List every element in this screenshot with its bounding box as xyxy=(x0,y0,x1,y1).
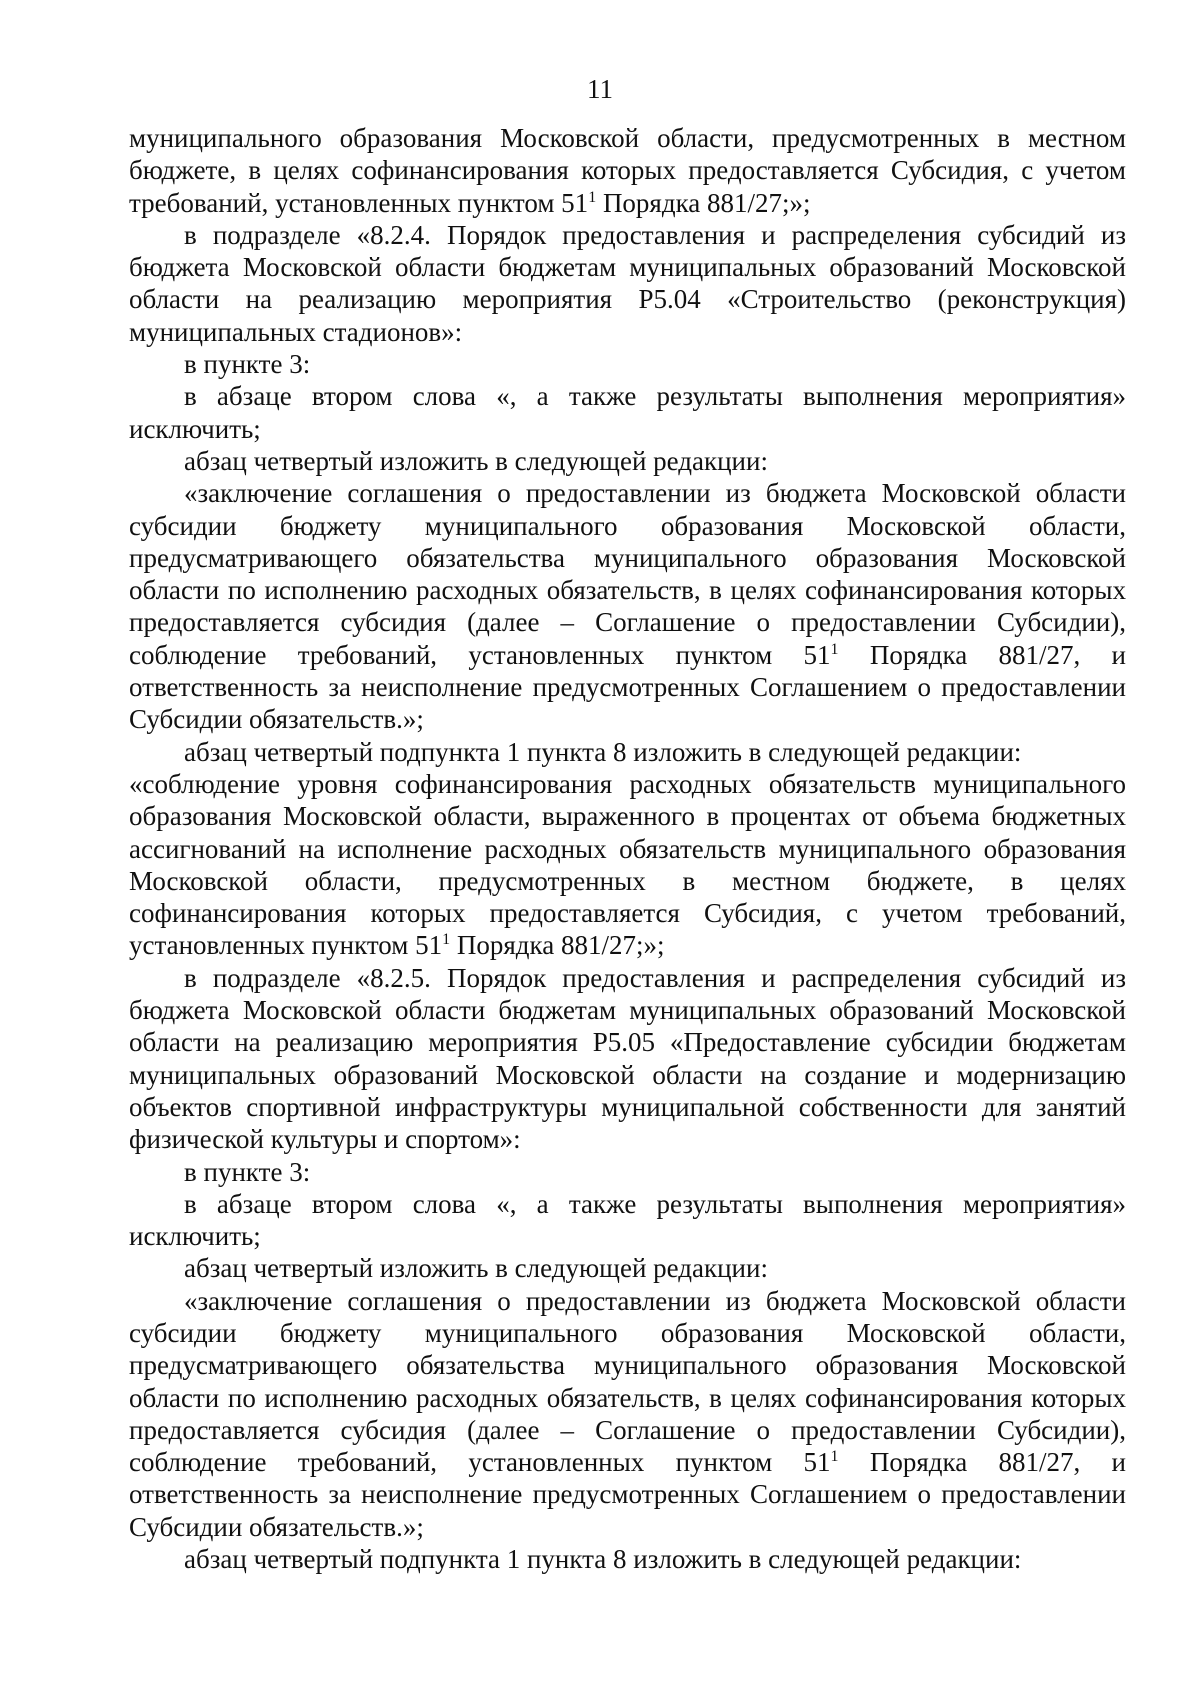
paragraph xyxy=(129,445,1126,477)
paragraph-text: в абзаце втором слова «, а также результаты выполнения мероприятия» исключить; xyxy=(129,1188,1126,1252)
paragraph-text: Порядка 881/27;»; xyxy=(596,187,811,218)
paragraph xyxy=(129,1252,1126,1284)
paragraph xyxy=(129,962,1126,1156)
footnote-superscript: 1 xyxy=(588,188,597,206)
paragraph-text: абзац четвертый изложить в следующей редакции: xyxy=(184,445,768,476)
paragraph xyxy=(129,219,1126,348)
footnote-superscript: 1 xyxy=(830,1448,839,1466)
paragraph-text: абзац четвертый подпункта 1 пункта 8 изложить в следующей редакции: xyxy=(184,1544,1022,1575)
paragraph xyxy=(129,1188,1126,1253)
paragraph-text: Порядка 881/27, и ответственность за неисполнение предусмотренных Соглашением о предоставлении Субсидии обязательств.»; xyxy=(129,1447,1126,1542)
paragraph xyxy=(129,1156,1126,1188)
paragraph xyxy=(129,1543,1126,1575)
paragraph-text: в абзаце втором слова «, а также результаты выполнения мероприятия» исключить; xyxy=(129,381,1126,444)
paragraph-text: абзац четвертый подпункта 1 пункта 8 изложить в следующей редакции: xyxy=(184,736,1022,767)
paragraph xyxy=(129,348,1126,380)
paragraph xyxy=(129,380,1126,445)
paragraph-text: «заключение соглашения о предоставлении из бюджета Московской области субсидии бюджету муниципального образования Московской области, предусматривающего обязательства муниципального образования Московской области по исполнению расходных обязательств, в целях софинансирования которых предоставляется субсидия (далее – Соглашение о предоставлении Субсидии), соблюдение требований, установленных пунктом 51 xyxy=(129,478,1126,670)
paragraph xyxy=(129,736,1126,768)
paragraph-text: муниципального образования Московской области, предусмотренных в местном бюджете, в целях софинансирования которых предоставляется Субсидия, с учетом требований, установленных пунктом 51 xyxy=(129,123,1126,218)
paragraph-text: «соблюдение уровня софинансирования расходных обязательств муниципального образования Московской области, выраженного в процентах от объема бюджетных ассигнований на исполнение расходных обязательств муниципального образования Московской области, предусмотренных в местном бюджете, в целях софинансирования которых предоставляется Субсидия, с учетом требований, установленных пунктом 51 xyxy=(129,768,1126,961)
page-number: 11 xyxy=(587,74,613,104)
document-body xyxy=(129,122,1126,1575)
paragraph xyxy=(129,122,1126,219)
paragraph-text: в пункте 3: xyxy=(184,349,311,380)
paragraph xyxy=(129,1285,1126,1543)
paragraph-text: в подразделе «8.2.5. Порядок предоставления и распределения субсидий из бюджета Московской области бюджетам муниципальных образований Московской области на реализацию мероприятия Р5.05 «Предоставление субсидии бюджетам муниципальных образований Московской области на создание и модернизацию объектов спортивной инфраструктуры муниципальной собственности для занятий физической культуры и спортом»: xyxy=(129,962,1126,1155)
paragraph-text: в подразделе «8.2.4. Порядок предоставления и распределения субсидий из бюджета Московской области бюджетам муниципальных образований Московской области на реализацию мероприятия Р5.04 «Строительство (реконструкция) муниципальных стадионов»: xyxy=(129,219,1126,347)
footnote-superscript: 1 xyxy=(442,931,451,949)
paragraph xyxy=(129,768,1126,962)
paragraph-text: Порядка 881/27, и ответственность за неисполнение предусмотренных Соглашением о предоставлении Субсидии обязательств.»; xyxy=(129,639,1126,735)
paragraph-text: в пункте 3: xyxy=(184,1156,311,1187)
paragraph-text: «заключение соглашения о предоставлении из бюджета Московской области субсидии бюджету муниципального образования Московской области, предусматривающего обязательства муниципального образования Московской области по исполнению расходных обязательств, в целях софинансирования которых предоставляется субсидия (далее – Соглашение о предоставлении Субсидии), соблюдение требований, установленных пунктом 51 xyxy=(129,1285,1126,1478)
paragraph-text: Порядка 881/27;»; xyxy=(450,930,665,961)
paragraph-text: абзац четвертый изложить в следующей редакции: xyxy=(184,1253,768,1284)
footnote-superscript: 1 xyxy=(830,640,839,658)
paragraph xyxy=(129,477,1126,735)
